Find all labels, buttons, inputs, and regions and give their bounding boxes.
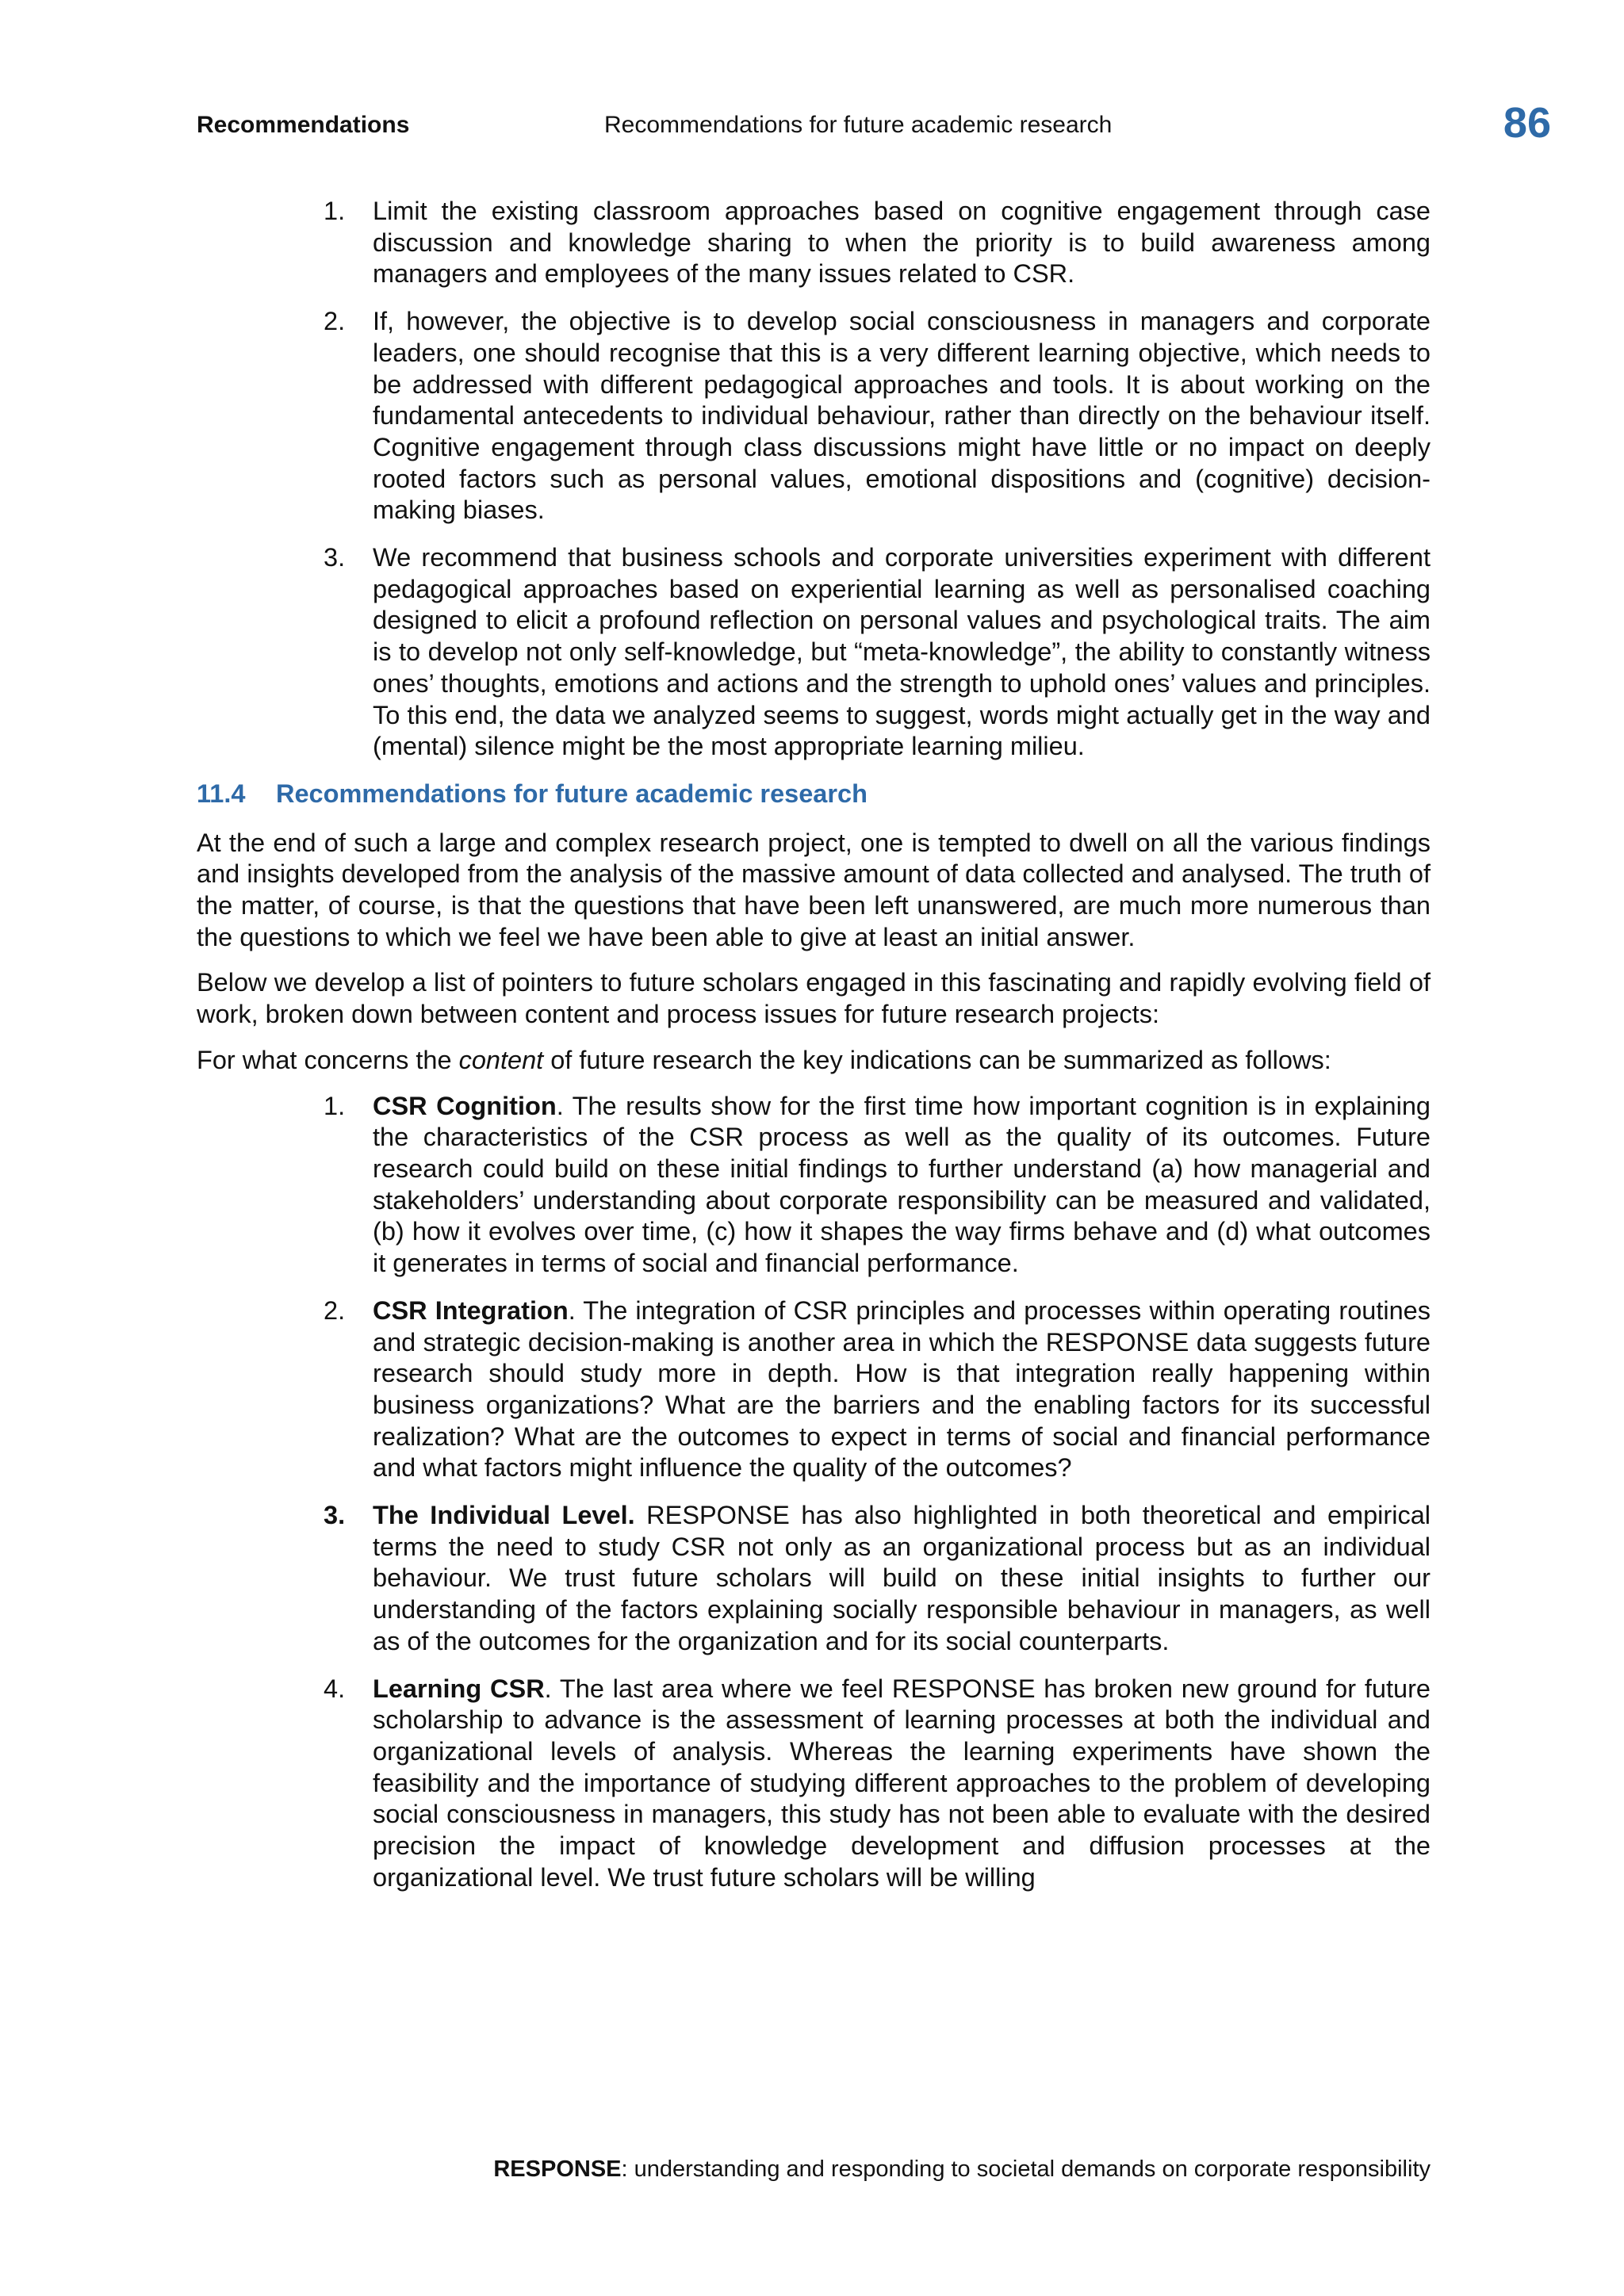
list-item-text: The last area where we feel RESPONSE has broken new ground for future scholarship to advance is the assessment of learning processes at both the individual and organizational levels of analysis. Whereas the learning experiments have shown the feasibility and the importance of studying different approaches to the problem of developing social consciousness in managers, this study has not been able to evaluate with the desired precision the impact of knowledge development and diffusion processes at the organizational level. We trust future scholars will be willing bbox=[373, 1674, 1431, 1892]
paragraph-text: of future research the key indications can be summarized as follows: bbox=[543, 1045, 1331, 1074]
list-item-title: The Individual Level. bbox=[373, 1501, 635, 1530]
list-item-text: We recommend that business schools and corporate universities experiment with different pedagogical approaches based on experiential learning as well as personalised coaching designed to elicit a profound reflection on personal values and psychological traits. The aim is to develop not only self-knowledge, but “meta-knowledge”, the ability to constantly witness ones’ thoughts, emotions and actions and the strength to uphold ones’ values and principles. To this end, the data we analyzed seems to suggest, words might actually get in the way and (mental) silence might be the most appropriate learning milieu. bbox=[373, 543, 1431, 761]
page-footer bbox=[427, 2156, 1431, 2183]
paragraph: Below we develop a list of pointers to future scholars engaged in this fascinating and rapidly evolving field of work, broken down between content and process issues for future research projects: bbox=[197, 968, 1431, 1029]
list-item-punct: . bbox=[556, 1091, 564, 1120]
page-body bbox=[197, 196, 1431, 1909]
footer-brand: RESPONSE bbox=[493, 2156, 622, 2182]
list-item bbox=[197, 1674, 1431, 1894]
research-content-list bbox=[197, 1091, 1431, 1894]
list-item-number: 2. bbox=[324, 1295, 346, 1325]
list-item-number: 1. bbox=[324, 197, 346, 225]
list-item bbox=[197, 542, 1431, 763]
list-item-number: 3. bbox=[324, 543, 346, 572]
list-item bbox=[197, 196, 1431, 290]
paragraph-text: For what concerns the bbox=[197, 1045, 459, 1074]
list-item-number: 4. bbox=[324, 1674, 346, 1703]
list-item-text: Limit the existing classroom approaches based on cognitive engagement through case discussion and knowledge sharing to when the priority is to build awareness among managers and employees of the many issues related to CSR. bbox=[373, 197, 1431, 289]
recommendations-list bbox=[197, 196, 1431, 763]
list-item-number: 1. bbox=[324, 1091, 346, 1120]
page-header bbox=[0, 0, 1624, 159]
list-item bbox=[197, 1091, 1431, 1280]
list-item-title: CSR Integration bbox=[373, 1295, 569, 1325]
page-number: 86 bbox=[1503, 99, 1551, 147]
list-item-number: 3. bbox=[324, 1501, 346, 1530]
section-title: Recommendations for future academic research bbox=[276, 779, 868, 808]
list-item-text: The integration of CSR principles and processes within operating routines and strategic decision-making is another area in which the RESPONSE data suggests future research should study more in depth. How is that integration really happening within business organizations? What are the barriers and the enabling factors for its successful realization? What are the outcomes to expect in terms of social and financial performance and what factors might influence the quality of the outcomes? bbox=[373, 1295, 1431, 1483]
list-item bbox=[197, 1295, 1431, 1484]
paragraph bbox=[197, 1045, 1431, 1077]
header-chapter: Recommendations bbox=[197, 112, 410, 138]
emphasis-content: content bbox=[458, 1045, 544, 1074]
header-section-title: Recommendations for future academic research bbox=[604, 112, 1113, 138]
footer-tagline: : understanding and responding to societal demands on corporate responsibility bbox=[621, 2156, 1431, 2182]
list-item-text: The results show for the first time how important cognition is in explaining the characteristics of the CSR process as well as the quality of its outcomes. Future research could build on these initial findings to further understand (a) how managerial and stakeholders’ understanding about corporate responsibility can be measured and validated, (b) how it evolves over time, (c) how it shapes the way firms behave and (d) what outcomes it generates in terms of social and financial performance. bbox=[373, 1091, 1431, 1278]
paragraph: At the end of such a large and complex research project, one is tempted to dwell on all the various findings and insights developed from the analysis of the massive amount of data collected and analysed. The truth of the matter, of course, is that the questions that have been left unanswered, are much more numerous than the questions to which we feel we have been able to give at least an initial answer. bbox=[197, 828, 1431, 951]
list-item bbox=[197, 1500, 1431, 1658]
list-item bbox=[197, 306, 1431, 526]
list-item-text: If, however, the objective is to develop social consciousness in managers and corporate leaders, one should recognise that this is a very different learning objective, which needs to be addressed with different pedagogical approaches and tools. It is about working on the fundamental antecedents to individual behaviour, rather than directly on the behaviour itself. Cognitive engagement through class discussions might have little or no impact on deeply rooted factors such as personal values, emotional dispositions and (cognitive) decision-making biases. bbox=[373, 307, 1431, 525]
list-item-title: Learning CSR bbox=[373, 1674, 545, 1703]
section-heading bbox=[197, 779, 1431, 810]
list-item-number: 2. bbox=[324, 307, 346, 336]
list-item-title: CSR Cognition bbox=[373, 1091, 557, 1120]
list-item-text: RESPONSE has also highlighted in both theoretical and empirical terms the need to study CSR not only as an organizational process but as an individual behaviour. We trust future scholars will build on these initial insights to further our understanding of the factors explaining socially responsible behaviour in managers, as well as of the outcomes for the organization and for its social counterparts. bbox=[373, 1501, 1431, 1655]
list-item-punct: . bbox=[568, 1295, 576, 1325]
section-number: 11.4 bbox=[197, 779, 246, 808]
list-item-punct: . bbox=[544, 1674, 552, 1703]
